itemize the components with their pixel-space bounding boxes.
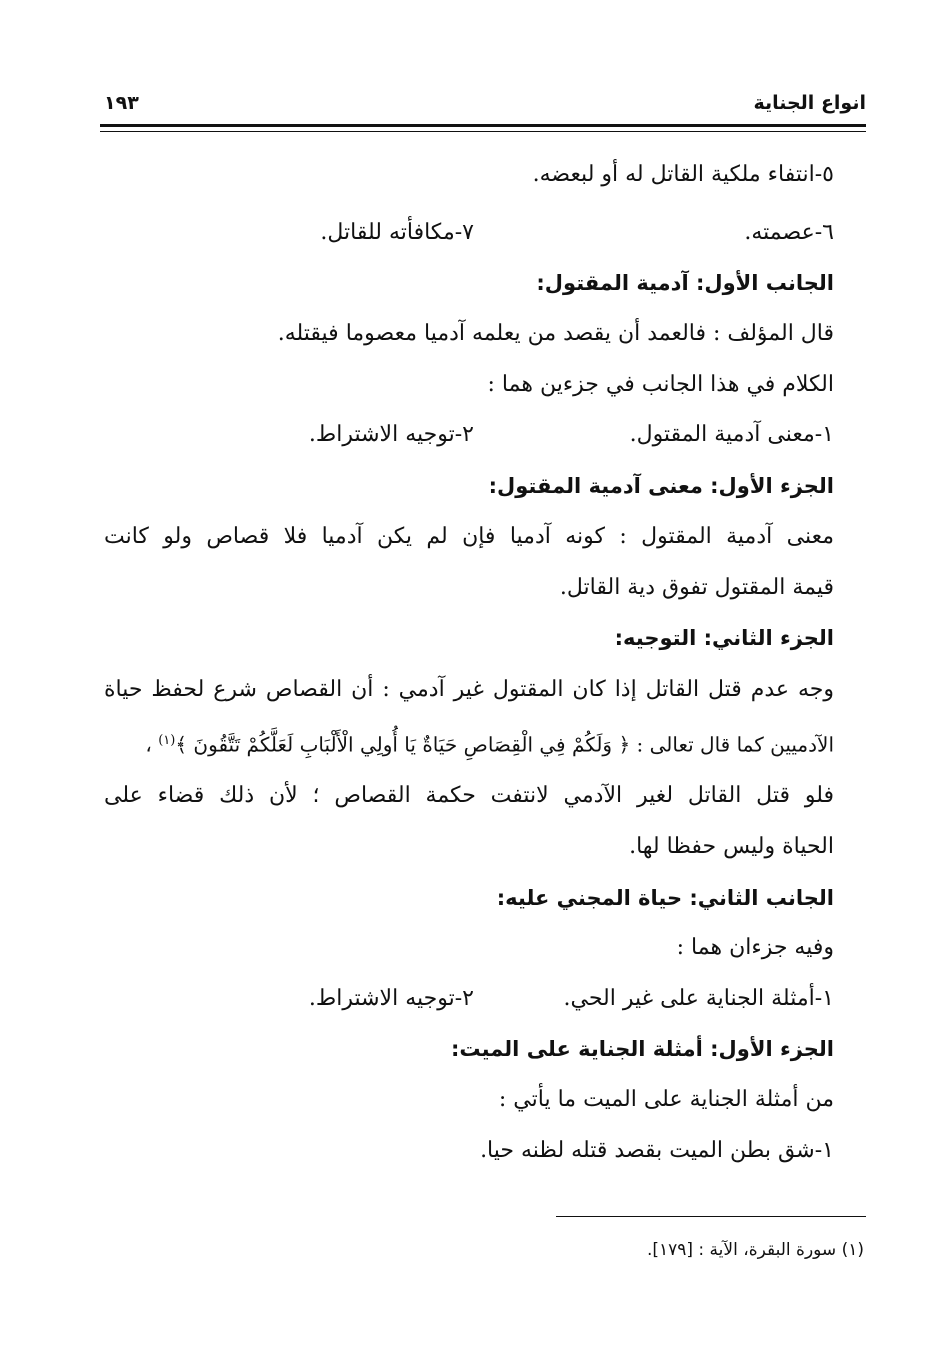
numbered-pair bbox=[234, 218, 834, 248]
header-rule-thin bbox=[100, 131, 866, 132]
text-line: قيمة المقتول تفوق دية القاتل. bbox=[559, 575, 834, 600]
numbered-pair bbox=[234, 984, 834, 1014]
footnote-separator bbox=[556, 1216, 866, 1217]
text-line: وجه عدم قتل القاتل إذا كان المقتول غير آدمي : أن القصاص شرع لحفظ حياة bbox=[104, 677, 834, 702]
list-item: ٧-مكافأته للقاتل. bbox=[320, 220, 474, 245]
list-item: ١-أمثلة الجناية على غير الحي. bbox=[563, 986, 834, 1011]
text-line: الكلام في هذا الجانب في جزءين هما : bbox=[487, 372, 834, 397]
text-line: ١-شق بطن الميت بقصد قتله لظنه حيا. bbox=[480, 1138, 834, 1163]
punctuation: ، bbox=[145, 732, 152, 757]
text-line: وفيه جزءان هما : bbox=[676, 935, 834, 960]
text-line-quran bbox=[104, 726, 834, 760]
footnote-ref: (١) bbox=[158, 733, 176, 748]
section-heading: الجزء الثاني: التوجيه: bbox=[614, 626, 834, 650]
quran-verse: الآدميين كما قال تعالى : ﴿ وَلَكُمْ فِي الْقِصَاصِ حَيَاةٌ يَا أُولِي الْأَلْبَابِ لَعَلَّكُمْ تَتَّقُونَ ﴾ bbox=[175, 732, 834, 757]
section-heading: الجانب الثاني: حياة المجني عليه: bbox=[496, 886, 834, 910]
text-line: فلو قتل القاتل لغير الآدمي لانتفت حكمة القصاص ؛ لأن ذلك قضاء على bbox=[104, 783, 834, 808]
section-heading: الجزء الأول: معنى آدمية المقتول: bbox=[488, 474, 834, 498]
text-line: معنى آدمية المقتول : كونه آدميا فإن لم يكن آدميا فلا قصاص ولو كانت bbox=[104, 524, 834, 549]
numbered-pair bbox=[234, 420, 834, 450]
section-heading: الجزء الأول: أمثلة الجناية على الميت: bbox=[451, 1037, 834, 1061]
text-line: الحياة وليس حفظا لها. bbox=[629, 834, 834, 859]
text-line: من أمثلة الجناية على الميت ما يأتي : bbox=[498, 1087, 834, 1112]
text-line: ٥-انتفاء ملكية القاتل له أو لبعضه. bbox=[532, 162, 834, 187]
page-number: ١٩٣ bbox=[104, 92, 139, 114]
list-item: ١-معنى آدمية المقتول. bbox=[629, 422, 834, 447]
running-title: انواع الجناية bbox=[753, 92, 866, 114]
list-item: ٦-عصمته. bbox=[744, 220, 834, 245]
footnote: (١) سورة البقرة، الآية : [١٧٩]. bbox=[646, 1240, 864, 1260]
page-header bbox=[100, 84, 866, 124]
section-heading: الجانب الأول: آدمية المقتول: bbox=[536, 271, 834, 295]
list-item: ٢-توجيه الاشتراط. bbox=[308, 422, 474, 447]
list-item: ٢-توجيه الاشتراط. bbox=[308, 986, 474, 1011]
text-line: قال المؤلف : فالعمد أن يقصد من يعلمه آدميا معصوما فيقتله. bbox=[277, 321, 834, 346]
header-rule-thick bbox=[100, 124, 866, 127]
